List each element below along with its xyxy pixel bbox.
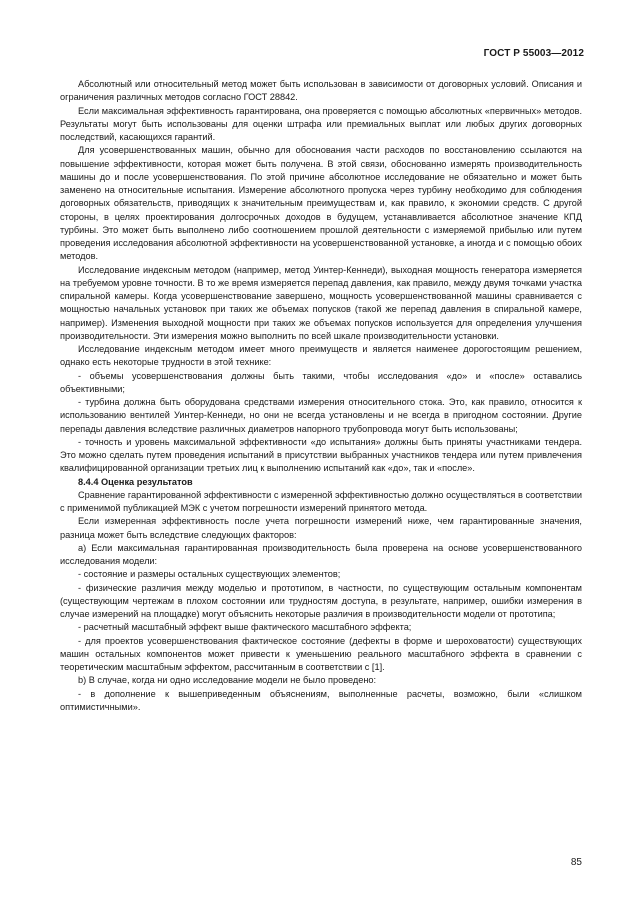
document-header: ГОСТ Р 55003—2012 — [483, 48, 584, 59]
list-item: - состояние и размеры остальных существующих элементов; — [78, 569, 341, 580]
paragraph: a) Если максимальная гарантированная производительность была проверена на основе усовершенствованного исследования модели: — [60, 542, 582, 566]
list-item: - физические различия между моделью и прототипом, в частности, по существующим остальным компонентам (существующим чертежам в плохом состоянии или трудностям доступа, в результате, например, ошибки измерения в случае измерений на площадке) могут объяснить некоторые различия в производительности модели от прототипа; — [60, 582, 582, 619]
list-item: - расчетный масштабный эффект выше фактического масштабного эффекта; — [78, 622, 412, 633]
list-item: - объемы усовершенствования должны быть такими, чтобы исследования «до» и «после» оставались объективными; — [60, 370, 582, 394]
paragraph: b) В случае, когда ни одно исследование модели не было проведено: — [78, 675, 377, 686]
list-item: - в дополнение к вышеприведенным объяснениям, выполненные расчеты, возможно, были «слишком оптимистичными». — [60, 688, 582, 712]
paragraph: Исследование индексным методом (например, метод Уинтер-Кеннеди), выходная мощность генератора измеряется на требуемом уровне точности. В то же время измеряется перепад давления, как правило, между двумя точками участка спиральной камеры. Когда усовершенствование завершено, мощность усовершенствованной машины сравнивается с мощностью начальных установок при таких же объемах попусков (такой же перепад давления в спиральной камере, например). Изменения выходной мощности при таких же объемах попусков используется для определения улучшения производительности. Эти измерения можно выполнить по всей шкале производительности установки. — [60, 264, 582, 341]
section-heading: 8.4.4 Оценка результатов — [78, 476, 193, 487]
paragraph: Если измеренная эффективность после учета погрешности измерений ниже, чем гарантированные значения, разница может быть вследствие следующих факторов: — [60, 516, 582, 540]
paragraph: Сравнение гарантированной эффективности с измеренной эффективностью должно осуществляться в соответствии с применимой публикацией МЭК с учетом погрешности измерений принятого метода. — [60, 489, 582, 513]
paragraph: Исследование индексным методом имеет много преимуществ и является наименее дорогостоящим решением, однако есть некоторые трудности в этой технике: — [60, 344, 582, 368]
list-item: - турбина должна быть оборудована средствами измерения относительного стока. Это, как правило, относится к использованию вентилей Уинтер-Кеннеди, но они не всегда установлены и не всегда в пригодном состоянии. Другие перепады давления вследствие различных диаметров напорного трубопровода могут быть использованы; — [60, 397, 582, 434]
list-item: - точность и уровень максимальной эффективности «до испытания» должны быть приняты участниками тендера. Это можно сделать путем проведения испытаний в присутствии выбранных участников тендера или путем привлечения квалифицированной организации третьих лиц к выполнению испытаний как «до», так и «после». — [60, 436, 582, 474]
paragraph: Для усовершенствованных машин, обычно для обоснования части расходов по восстановлению ссылаются на повышение эффективности, которая может быть получена. В этой связи, обоснованно измерять производительность машины до и после усовершенствования. По этой причине абсолютное исследование не обязательно и может быть заменено на относительные испытания. Измерение абсолютного пропуска через турбину необходимо для соблюдения договорных обязательств, приводящих к значительным преимуществам и, как правило, к экономии средств. С другой стороны, в целях проектирования долгосрочных доходов в будущем, устанавливается абсолютное значение КПД турбины. Это может быть выполнено либо соотношением прошлой деятельности с измеряемой прибылью или путем проведения исследования абсолютной эффективности на усовершенствованной установке, а иногда и с помощью обоих методов. — [60, 145, 582, 262]
document-body — [60, 78, 582, 714]
paragraph: Если максимальная эффективность гарантирована, она проверяется с помощью абсолютных «первичных» методов. Результаты могут быть использованы для оценки штрафа или премиальных выплат или любых других договорных последствий, касающихся гарантий. — [60, 105, 582, 142]
page-number: 85 — [570, 857, 582, 868]
paragraph: Абсолютный или относительный метод может быть использован в зависимости от договорных условий. Описания и ограничения различных методов согласно ГОСТ 28842. — [60, 79, 582, 103]
list-item: - для проектов усовершенствования фактическое состояние (дефекты в форме и шероховатости) существующих машин остальных компонентов может привести к уменьшению реального масштабного эффекта в сравнении с теоретическим масштабным эффектом, рассчитанным в соответствии с [1]. — [60, 635, 582, 672]
